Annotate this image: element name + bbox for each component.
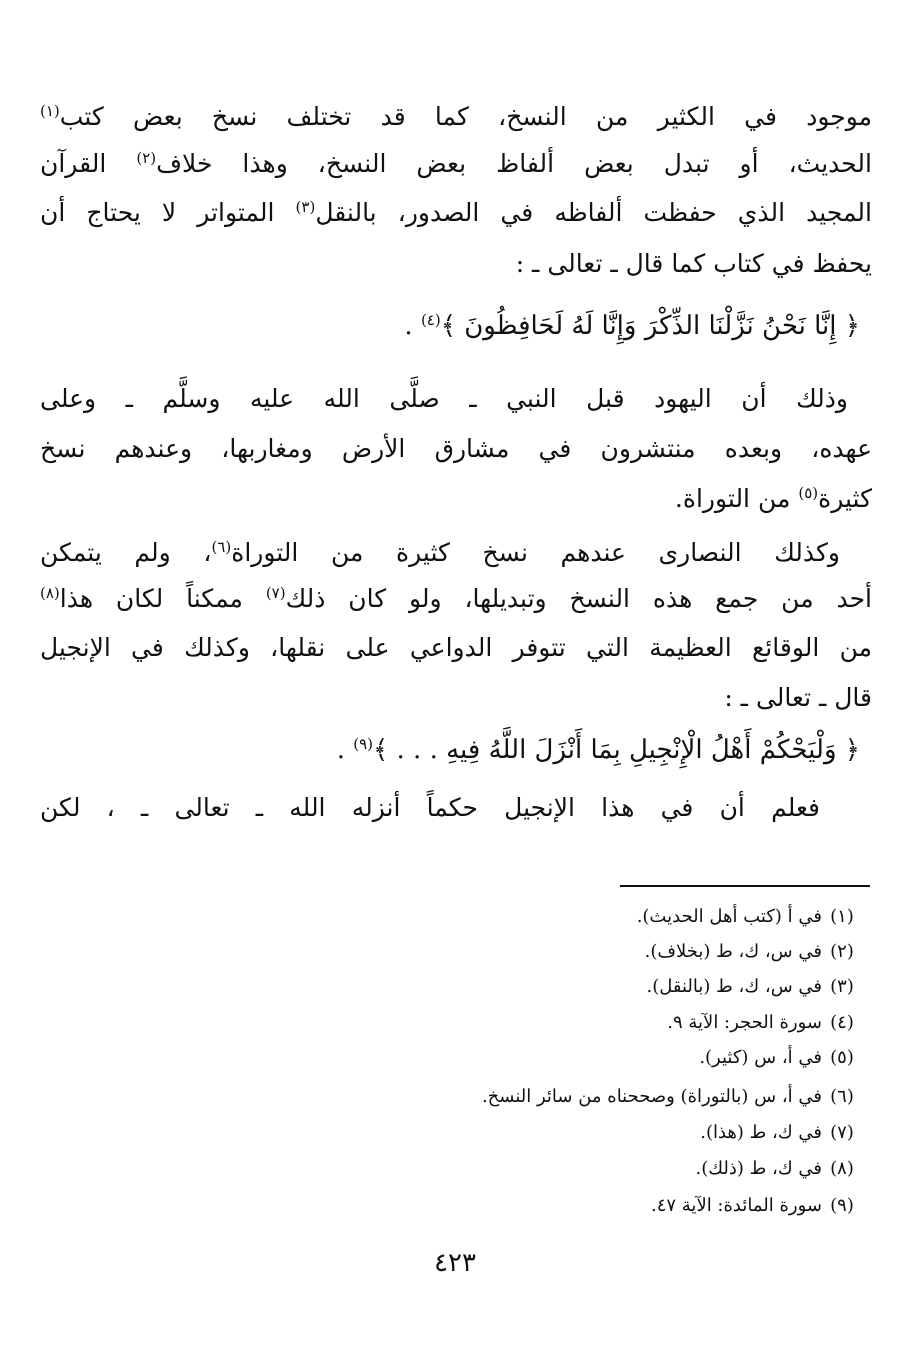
body-line-4: يحفظ في كتاب كما قال ـ تعالى ـ : (515, 249, 872, 278)
footnote-number: (٩) (830, 1195, 854, 1216)
footnote-ref-9: (٩) (353, 735, 374, 753)
footnote-text: في ك، ط (ذلك). (695, 1158, 822, 1179)
footnote-number: (٤) (830, 1012, 854, 1033)
footnote-ref-8: (٨) (40, 584, 60, 602)
footnote-number: (٣) (830, 976, 854, 997)
footnote-6 (482, 1084, 862, 1110)
footnote-text: في أ، س (كثير). (699, 1047, 822, 1068)
quran-verse-al-maidah: ﴿ وَلْيَحْكُمْ أَهْلُ الْإِنْجِيلِ بِمَا أَنْزَلَ اللَّهُ فِيهِ . . . ﴾$^{(٩)}$ . (336, 735, 860, 765)
body-line-3: المجيد الذي حفظت ألفاظه في الصدور، بالنقل$^{(٣)}$ المتواتر لا يحتاج أن (40, 198, 872, 227)
quran-verse-al-hijr: ﴿ إِنَّا نَحْنُ نَزَّلْنَا الذِّكْرَ وَإِنَّا لَهُ لَحَافِظُونَ ﴾$^{(٤)}$ . (404, 311, 860, 341)
body-line-10: أحد من جمع هذه النسخ وتبديلها، ولو كان ذلك$^{(٧)}$ ممكناً لكان هذا$^{(٨)}$ (40, 584, 872, 613)
footnote-number: (١) (830, 906, 854, 927)
body-line-14: فعلم أن في هذا الإنجيل حكماً أنزله الله ـ تعالى ـ ، لكن (40, 793, 820, 822)
footnote-text: في س، ك، ط (بخلاف). (644, 941, 822, 962)
body-line-6: وذلك أن اليهود قبل النبي ـ صلَّى الله عليه وسلَّم ـ وعلى (40, 384, 848, 413)
footnote-separator (620, 885, 870, 887)
body-line-9: وكذلك النصارى عندهم نسخ كثيرة من التوراة$^{(٦)}$، ولم يتمكن (40, 538, 840, 567)
footnote-text: سورة الحجر: الآية ٩. (667, 1012, 822, 1033)
footnote-9 (651, 1193, 862, 1219)
footnote-text: في أ، س (بالتوراة) وصححناه من سائر النسخ. (481, 1086, 822, 1107)
footnote-ref-7: (٧) (265, 584, 286, 602)
footnote-8 (695, 1156, 862, 1182)
footnote-4 (667, 1010, 862, 1036)
footnote-ref-5: (٥) (798, 484, 819, 502)
body-line-2: الحديث، أو تبدل بعض ألفاظ بعض النسخ، وهذا خلاف$^{(٢)}$ القرآن (40, 149, 872, 178)
footnote-text: في س، ك، ط (بالنقل). (646, 976, 822, 997)
footnote-2 (645, 939, 862, 965)
footnote-number: (٧) (830, 1122, 854, 1143)
footnote-1 (637, 904, 862, 930)
footnote-number: (٨) (830, 1158, 854, 1179)
footnote-ref-3: (٣) (295, 198, 316, 216)
body-line-11: من الوقائع العظيمة التي تتوفر الدواعي على نقلها، وكذلك في الإنجيل (40, 633, 872, 662)
footnote-5 (699, 1045, 862, 1071)
footnote-ref-2: (٢) (136, 149, 157, 167)
footnote-3 (647, 974, 862, 1000)
footnote-7 (700, 1120, 862, 1146)
footnote-text: في أ (كتب أهل الحديث). (636, 906, 822, 927)
footnote-text: سورة المائدة: الآية ٤٧. (650, 1195, 822, 1216)
footnote-number: (٦) (830, 1086, 854, 1107)
footnote-ref-6: (٦) (211, 538, 232, 556)
page-number: ٤٢٣ (434, 1248, 476, 1278)
body-line-7: عهده، وبعده منتشرون في مشارق الأرض ومغاربها، وعندهم نسخ (40, 434, 872, 463)
footnote-ref-1: (١) (40, 102, 60, 120)
footnote-text: في ك، ط (هذا). (700, 1122, 822, 1143)
body-line-1: موجود في الكثير من النسخ، كما قد تختلف نسخ بعض كتب$^{(١)}$ (40, 102, 872, 131)
footnote-ref-4: (٤) (420, 311, 441, 329)
body-line-12: قال ـ تعالى ـ : (724, 683, 872, 712)
footnote-number: (٢) (830, 941, 854, 962)
footnote-number: (٥) (830, 1047, 854, 1068)
body-line-8: كثيرة$^{(٥)}$ من التوراة. (674, 484, 872, 513)
